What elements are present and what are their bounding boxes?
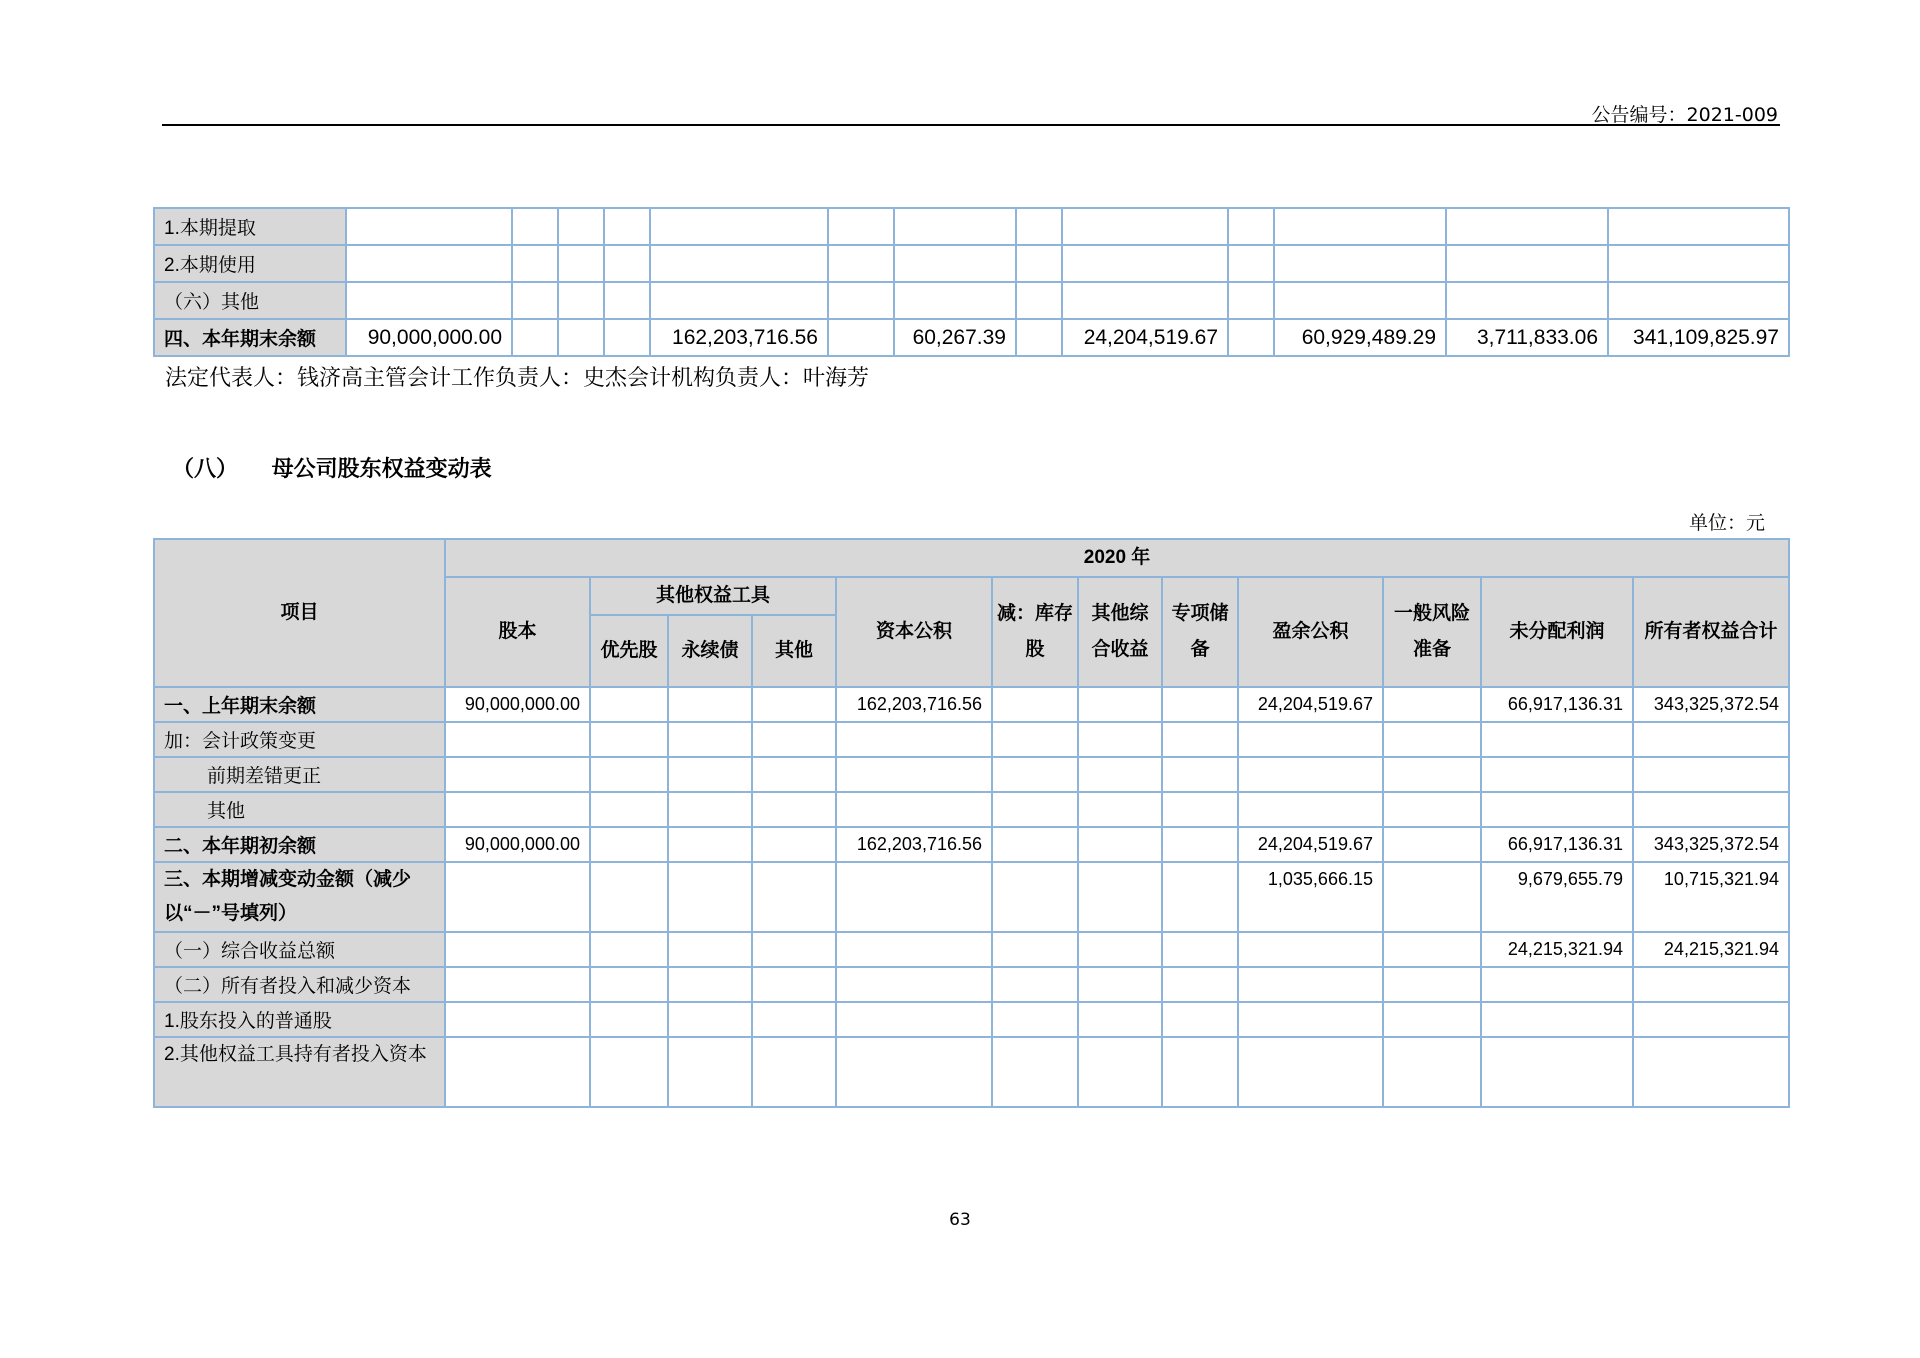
table-cell <box>752 757 836 792</box>
table-cell <box>1228 245 1274 282</box>
row-label: 加：会计政策变更 <box>154 722 445 757</box>
table-cell <box>992 967 1078 1002</box>
table-cell <box>1062 208 1228 245</box>
table-cell <box>590 792 668 827</box>
table-cell <box>590 1037 668 1107</box>
table-row <box>154 319 1789 356</box>
header-retained-earnings: 未分配利润 <box>1481 577 1633 687</box>
table-cell <box>894 208 1016 245</box>
table-cell <box>1078 722 1162 757</box>
table-cell <box>836 722 992 757</box>
table-cell <box>1383 687 1481 722</box>
row-label: 二、本年期初余额 <box>154 827 445 862</box>
row-label: 一、上年期末余额 <box>154 687 445 722</box>
table-cell: 66,917,136.31 <box>1481 827 1633 862</box>
table-cell <box>558 319 604 356</box>
table-cell <box>1633 967 1789 1002</box>
table-cell <box>1228 282 1274 319</box>
table-cell <box>512 319 558 356</box>
top-table-body <box>154 208 1789 356</box>
table-cell: 341,109,825.97 <box>1608 319 1789 356</box>
table-cell <box>445 757 590 792</box>
table-cell <box>445 862 590 932</box>
table-cell <box>668 967 752 1002</box>
table-cell <box>1633 1002 1789 1037</box>
table-cell <box>752 1002 836 1037</box>
table-cell <box>1383 722 1481 757</box>
table-cell <box>1078 967 1162 1002</box>
table-cell <box>1078 792 1162 827</box>
table-cell <box>1383 932 1481 967</box>
row-label: 其他 <box>154 792 445 827</box>
table-cell <box>1162 1002 1238 1037</box>
table-cell <box>1238 757 1383 792</box>
table-cell <box>1274 245 1446 282</box>
table-cell <box>992 827 1078 862</box>
row-label: 四、本年期末余额 <box>154 319 346 356</box>
table-cell <box>1446 245 1608 282</box>
table-cell <box>828 245 894 282</box>
table-cell <box>836 1002 992 1037</box>
table-cell <box>1016 245 1062 282</box>
header-other: 其他 <box>752 615 836 687</box>
table-cell <box>1238 967 1383 1002</box>
table-cell: 10,715,321.94 <box>1633 862 1789 932</box>
table-cell <box>1481 722 1633 757</box>
table-cell <box>650 208 828 245</box>
table-cell <box>590 1002 668 1037</box>
table-row <box>154 687 1789 722</box>
table-cell <box>1162 687 1238 722</box>
table-cell <box>1078 1037 1162 1107</box>
table-cell <box>992 722 1078 757</box>
header-year: 2020 年 <box>445 539 1789 577</box>
table-cell <box>1608 208 1789 245</box>
header-item: 项目 <box>154 539 445 687</box>
table-cell <box>752 827 836 862</box>
table-cell <box>1238 932 1383 967</box>
table-cell <box>992 792 1078 827</box>
table-cell <box>1446 282 1608 319</box>
table-cell <box>512 282 558 319</box>
table-cell <box>668 827 752 862</box>
table-row <box>154 1002 1789 1037</box>
table-cell <box>650 245 828 282</box>
table-cell <box>668 687 752 722</box>
table-cell <box>836 932 992 967</box>
table-cell: 60,267.39 <box>894 319 1016 356</box>
table-cell <box>1162 757 1238 792</box>
table-cell <box>668 862 752 932</box>
row-label: 三、本期增减变动金额（减少以“－”号填列） <box>154 862 445 932</box>
table-cell <box>1481 1002 1633 1037</box>
table-cell <box>1481 1037 1633 1107</box>
table-cell: 24,204,519.67 <box>1238 687 1383 722</box>
table-cell <box>1016 282 1062 319</box>
table-cell <box>445 967 590 1002</box>
table-row <box>154 245 1789 282</box>
table-cell: 1,035,666.15 <box>1238 862 1383 932</box>
table-cell <box>604 319 650 356</box>
table-cell <box>512 208 558 245</box>
table-cell <box>894 245 1016 282</box>
announcement-number: 公告编号：2021-009 <box>1591 104 1778 126</box>
row-label: （六）其他 <box>154 282 346 319</box>
table-cell <box>836 1037 992 1107</box>
row-label: （一）综合收益总额 <box>154 932 445 967</box>
table-cell <box>668 932 752 967</box>
table-cell <box>1274 208 1446 245</box>
table-row <box>154 932 1789 967</box>
table-cell <box>1608 282 1789 319</box>
table-cell <box>1383 1002 1481 1037</box>
table-row <box>154 282 1789 319</box>
table-cell: 162,203,716.56 <box>650 319 828 356</box>
top-equity-table <box>153 207 1790 357</box>
header-share-capital: 股本 <box>445 577 590 687</box>
table-cell <box>1481 792 1633 827</box>
table-cell <box>1383 792 1481 827</box>
section-heading <box>172 452 492 483</box>
table-cell <box>590 687 668 722</box>
table-cell <box>1481 757 1633 792</box>
table-cell <box>1228 319 1274 356</box>
table-cell <box>1078 757 1162 792</box>
table-cell: 90,000,000.00 <box>346 319 512 356</box>
table-cell: 162,203,716.56 <box>836 827 992 862</box>
table-cell <box>1633 1037 1789 1107</box>
table-cell: 24,215,321.94 <box>1633 932 1789 967</box>
table-cell <box>992 757 1078 792</box>
table-cell <box>752 722 836 757</box>
table-cell <box>1383 1037 1481 1107</box>
table-cell <box>836 967 992 1002</box>
row-label: 前期差错更正 <box>154 757 445 792</box>
table-cell <box>1078 1002 1162 1037</box>
table-cell <box>828 208 894 245</box>
table-cell <box>992 1002 1078 1037</box>
table-cell <box>1078 932 1162 967</box>
table-cell <box>1078 862 1162 932</box>
table-cell <box>1383 967 1481 1002</box>
table-cell <box>1016 208 1062 245</box>
table-cell <box>752 792 836 827</box>
table-cell <box>992 687 1078 722</box>
parent-company-equity-table <box>153 538 1790 1108</box>
row-label: 2.本期使用 <box>154 245 346 282</box>
header-other-equity-tools: 其他权益工具 <box>590 577 836 615</box>
table-cell: 90,000,000.00 <box>445 827 590 862</box>
header-rule <box>162 124 1780 126</box>
table-cell <box>445 722 590 757</box>
table-cell <box>1633 722 1789 757</box>
table-cell <box>512 245 558 282</box>
table-cell <box>1238 792 1383 827</box>
unit-label: 单位：元 <box>1688 512 1765 534</box>
table-cell <box>590 967 668 1002</box>
table-cell <box>992 862 1078 932</box>
table-cell <box>445 1002 590 1037</box>
table-row <box>154 862 1789 932</box>
table-cell: 9,679,655.79 <box>1481 862 1633 932</box>
table-cell <box>604 208 650 245</box>
table-row <box>154 967 1789 1002</box>
table-cell <box>1633 792 1789 827</box>
table-cell <box>445 792 590 827</box>
table-cell <box>836 862 992 932</box>
table-cell <box>1238 722 1383 757</box>
header-oci: 其他综合收益 <box>1078 577 1162 687</box>
table-cell <box>668 722 752 757</box>
table-cell <box>1228 208 1274 245</box>
table-cell <box>590 932 668 967</box>
row-label: 2.其他权益工具持有者投入资本 <box>154 1037 445 1107</box>
table-cell <box>752 687 836 722</box>
header-capital-reserve: 资本公积 <box>836 577 992 687</box>
signature-line: 法定代表人：钱济高主管会计工作负责人：史杰会计机构负责人：叶海芳 <box>165 366 870 391</box>
table-cell <box>590 757 668 792</box>
header-perpetual: 永续债 <box>668 615 752 687</box>
table-cell <box>1383 757 1481 792</box>
table-cell <box>1633 757 1789 792</box>
table-cell <box>992 1037 1078 1107</box>
table-cell: 90,000,000.00 <box>445 687 590 722</box>
table-cell <box>346 282 512 319</box>
table-row <box>154 757 1789 792</box>
page-number: 63 <box>949 1210 971 1230</box>
table-cell <box>1162 1037 1238 1107</box>
table-row <box>154 722 1789 757</box>
table-cell <box>668 1037 752 1107</box>
table-cell <box>1162 722 1238 757</box>
table-cell <box>1608 245 1789 282</box>
header-preferred: 优先股 <box>590 615 668 687</box>
table-cell <box>828 282 894 319</box>
header-special-reserve: 专项储备 <box>1162 577 1238 687</box>
table-cell <box>1078 827 1162 862</box>
table-cell <box>668 757 752 792</box>
table-cell <box>1162 862 1238 932</box>
table-cell <box>828 319 894 356</box>
table-cell <box>1062 282 1228 319</box>
table-cell: 3,711,833.06 <box>1446 319 1608 356</box>
table-cell <box>1078 687 1162 722</box>
table-cell <box>668 792 752 827</box>
table-cell <box>752 967 836 1002</box>
table-cell <box>558 245 604 282</box>
row-label: （二）所有者投入和减少资本 <box>154 967 445 1002</box>
table-cell <box>1162 827 1238 862</box>
header-treasury-stock: 减：库存股 <box>992 577 1078 687</box>
table-cell <box>668 1002 752 1037</box>
table-cell <box>1238 1037 1383 1107</box>
table-cell: 66,917,136.31 <box>1481 687 1633 722</box>
table-cell <box>445 932 590 967</box>
table-row <box>154 1037 1789 1107</box>
table-cell <box>346 245 512 282</box>
table-cell <box>1481 967 1633 1002</box>
header-total-equity: 所有者权益合计 <box>1633 577 1789 687</box>
table-cell: 343,325,372.54 <box>1633 827 1789 862</box>
table-cell <box>1162 967 1238 1002</box>
table-cell <box>650 282 828 319</box>
table-cell <box>1162 932 1238 967</box>
section-number: （八） <box>172 457 239 482</box>
table-cell <box>558 208 604 245</box>
table-cell <box>752 862 836 932</box>
table-row <box>154 827 1789 862</box>
table-cell: 162,203,716.56 <box>836 687 992 722</box>
table-cell <box>1446 208 1608 245</box>
table-cell <box>894 282 1016 319</box>
table-cell: 24,204,519.67 <box>1238 827 1383 862</box>
table-cell <box>836 792 992 827</box>
table-cell <box>346 208 512 245</box>
section-title: 母公司股东权益变动表 <box>271 457 492 482</box>
header-general-risk: 一般风险准备 <box>1383 577 1481 687</box>
table-cell <box>590 862 668 932</box>
table-cell <box>1238 1002 1383 1037</box>
table-cell: 24,215,321.94 <box>1481 932 1633 967</box>
table-cell <box>752 1037 836 1107</box>
table-cell <box>1016 319 1062 356</box>
table-cell <box>992 932 1078 967</box>
table-cell <box>558 282 604 319</box>
table-cell <box>1162 792 1238 827</box>
table-cell <box>590 722 668 757</box>
table-cell: 343,325,372.54 <box>1633 687 1789 722</box>
row-label: 1.股东投入的普通股 <box>154 1002 445 1037</box>
table-cell <box>836 757 992 792</box>
table-cell <box>752 932 836 967</box>
table-cell <box>604 282 650 319</box>
table-cell <box>445 1037 590 1107</box>
table-cell <box>604 245 650 282</box>
table-cell: 24,204,519.67 <box>1062 319 1228 356</box>
row-label: 1.本期提取 <box>154 208 346 245</box>
header-surplus-reserve: 盈余公积 <box>1238 577 1383 687</box>
table-cell <box>1383 827 1481 862</box>
table-row <box>154 208 1789 245</box>
table-cell <box>1062 245 1228 282</box>
table-cell <box>1383 862 1481 932</box>
table-cell: 60,929,489.29 <box>1274 319 1446 356</box>
table-cell <box>590 827 668 862</box>
table-row <box>154 792 1789 827</box>
equity-table-body <box>154 687 1789 1107</box>
table-cell <box>1274 282 1446 319</box>
